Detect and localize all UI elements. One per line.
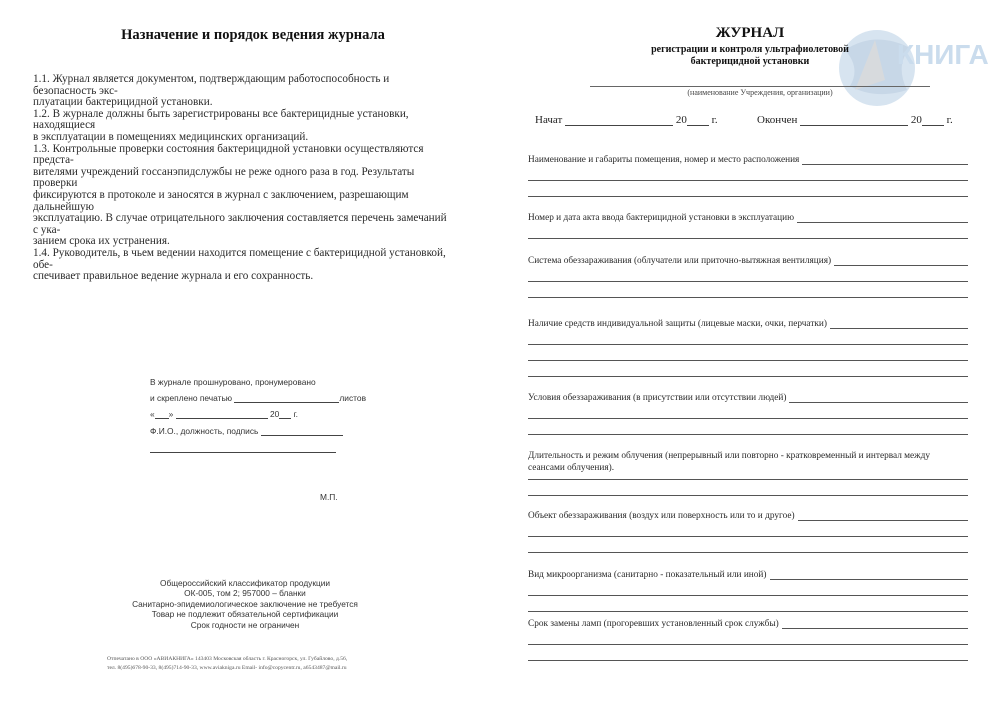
- signature-field-2[interactable]: [150, 444, 336, 453]
- classifier-line: Общероссийский классификатор продукции: [160, 578, 330, 588]
- field-label: Вид микроорганизма (санитарно - показательный или иной): [528, 570, 767, 580]
- classifier-line: Товар не подлежит обязательной сертификации: [151, 609, 339, 620]
- journal-title: ЖУРНАЛ: [715, 25, 785, 41]
- field-room: [528, 155, 968, 197]
- instruction-line: эксплуатацию. В случае отрицательного заключения составляется перечень замечаний с ука-: [33, 212, 447, 236]
- sheets-count-field[interactable]: [234, 394, 339, 403]
- stamp-line-3: [150, 409, 298, 419]
- field-duration: [528, 451, 968, 496]
- field-label: Наименование и габариты помещения, номер и место расположения: [528, 155, 800, 165]
- field-line[interactable]: [528, 266, 968, 282]
- start-date-field[interactable]: [565, 114, 673, 126]
- year-field[interactable]: [279, 410, 291, 419]
- left-page-title: Назначение и порядок ведения журнала: [121, 27, 385, 43]
- field-label: Номер и дата акта ввода бактерицидной установки в эксплуатацию: [528, 213, 795, 223]
- month-field[interactable]: [176, 410, 268, 419]
- field-line[interactable]: [528, 223, 968, 239]
- end-date-field[interactable]: [800, 114, 908, 126]
- stamp-text: 20: [270, 409, 280, 419]
- field-microorganism: [528, 570, 968, 612]
- field-system: [528, 256, 968, 298]
- field-line[interactable]: [528, 521, 968, 537]
- field-line[interactable]: [528, 282, 968, 298]
- instruction-line: плуатации бактерицидной установки.: [33, 96, 213, 109]
- ended-label: Окончен: [757, 114, 798, 126]
- field-input[interactable]: [802, 155, 968, 165]
- field-label: Наличие средств индивидуальной защиты (лицевые маски, очки, перчатки): [528, 319, 827, 329]
- field-lamps: [528, 619, 968, 661]
- end-year-field[interactable]: [922, 114, 944, 126]
- field-input[interactable]: [834, 256, 968, 266]
- stamp-line-5: [150, 443, 336, 453]
- right-page: [500, 0, 1000, 707]
- stamp-text: Ф.И.О., должность, подпись: [150, 426, 259, 436]
- field-input[interactable]: [797, 213, 968, 223]
- field-input[interactable]: [782, 619, 968, 629]
- started-date: [535, 114, 718, 126]
- year-prefix: 20: [910, 114, 922, 126]
- imprint-line: Отпечатано в ООО «АВИАКНИГА» 143403 Московская область г. Красногорск, ул. Губайлово, д.56,: [107, 656, 348, 662]
- imprint-line: тел. 8(495)678-90-33, 8(495)714-90-33, www.aviakniga.ru Email- info@copycentr.ru, a6543487@mail.ru: [107, 665, 347, 671]
- field-act: [528, 213, 968, 239]
- field-label: Объект обеззараживания (воздух или поверхность или то и другое): [528, 511, 795, 521]
- logo-text: КНИГА: [897, 39, 989, 70]
- subtitle-line: регистрации и контроля ультрафиолетовой: [651, 44, 849, 55]
- stamp-text: листов: [339, 393, 367, 403]
- start-year-field[interactable]: [687, 114, 709, 126]
- field-input[interactable]: [830, 319, 968, 329]
- field-line[interactable]: [528, 629, 968, 645]
- field-label: Длительность и режим облучения (непрерывный или повторно - кратковременный и интервал между сеансами облучения).: [528, 451, 930, 473]
- field-line[interactable]: [528, 419, 968, 435]
- stamp-text: »: [168, 409, 174, 419]
- stamp-text: г.: [293, 409, 299, 419]
- instruction-line: спечивает правильное ведение журнала и его сохранность.: [33, 270, 314, 283]
- classifier-line: Срок годности не ограничен: [190, 619, 300, 630]
- field-label: Срок замены ламп (прогоревших установленный срок службы): [528, 619, 779, 629]
- signature-field[interactable]: [261, 427, 343, 436]
- stamp-line-2: [150, 393, 366, 403]
- instruction-line: занием срока их устранения.: [33, 235, 170, 248]
- field-input[interactable]: [798, 511, 968, 521]
- field-line[interactable]: [528, 580, 968, 596]
- field-line[interactable]: [528, 329, 968, 345]
- field-line[interactable]: [528, 361, 968, 377]
- field-line[interactable]: [528, 403, 968, 419]
- field-line[interactable]: [528, 645, 968, 661]
- subtitle-line: бактерицидной установки: [690, 56, 810, 67]
- field-object: [528, 511, 968, 553]
- field-line[interactable]: [528, 537, 968, 553]
- field-label: Условия обеззараживания (в присутствии или отсутствии людей): [528, 393, 787, 403]
- classifier-line: ОК-005, том 2; 957000 – бланки: [184, 588, 306, 599]
- field-conditions: [528, 393, 968, 435]
- instruction-line: фиксируются в протоколе и заносятся в журнал с заключением, разрешающим дальнейшую: [33, 188, 409, 213]
- stamp-text: и скреплено печатью: [150, 393, 233, 403]
- field-input[interactable]: [770, 570, 969, 580]
- year-prefix: 20: [675, 114, 687, 126]
- year-suffix: г.: [711, 114, 718, 126]
- instructions-text: [33, 74, 453, 283]
- field-label: Система обеззараживания (облучатели или приточно-вытяжная вентиляция): [528, 256, 832, 266]
- stamp-line-4: [150, 426, 343, 436]
- stamp-text: «: [150, 409, 155, 419]
- field-input[interactable]: [789, 393, 968, 403]
- instruction-line: в эксплуатации в помещениях медицинских организаций.: [33, 130, 309, 143]
- organization-name-field[interactable]: [590, 86, 930, 87]
- field-line[interactable]: [528, 181, 968, 197]
- field-protection: [528, 319, 968, 377]
- product-classifier: [110, 578, 380, 630]
- started-label: Начат: [535, 114, 563, 126]
- instruction-line: 1.3. Контрольные проверки состояния бактерицидной установки осуществляются предста-: [33, 142, 424, 167]
- ended-date: [757, 114, 953, 126]
- instruction-line: 1.2. В журнале должны быть зарегистрированы все бактерицидные установки, находящиеся: [33, 107, 409, 132]
- seal-place: М.П.: [320, 492, 338, 502]
- field-line[interactable]: [528, 596, 968, 612]
- field-line[interactable]: [528, 345, 968, 361]
- printer-imprint: [107, 655, 437, 673]
- classifier-line: Санитарно-эпидемиологическое заключение не требуется: [132, 598, 358, 609]
- organization-caption: (наименование Учреждения, организации): [687, 88, 833, 97]
- day-field[interactable]: [155, 410, 169, 419]
- year-suffix: г.: [946, 114, 953, 126]
- field-line[interactable]: [528, 165, 968, 181]
- instruction-line: 1.4. Руководитель, в чьем ведении находится помещение с бактерицидной установкой, обе-: [33, 246, 446, 271]
- instruction-line: вителями учреждений госсанэпидслужбы не реже одного раза в год. Результаты проверки: [33, 165, 415, 190]
- instruction-line: 1.1. Журнал является документом, подтверждающим работоспособность и безопасность экс-: [33, 73, 390, 97]
- stamp-line-1: В журнале прошнуровано, пронумеровано: [150, 377, 316, 387]
- field-line[interactable]: [528, 480, 968, 496]
- journal-subtitle: [600, 44, 900, 68]
